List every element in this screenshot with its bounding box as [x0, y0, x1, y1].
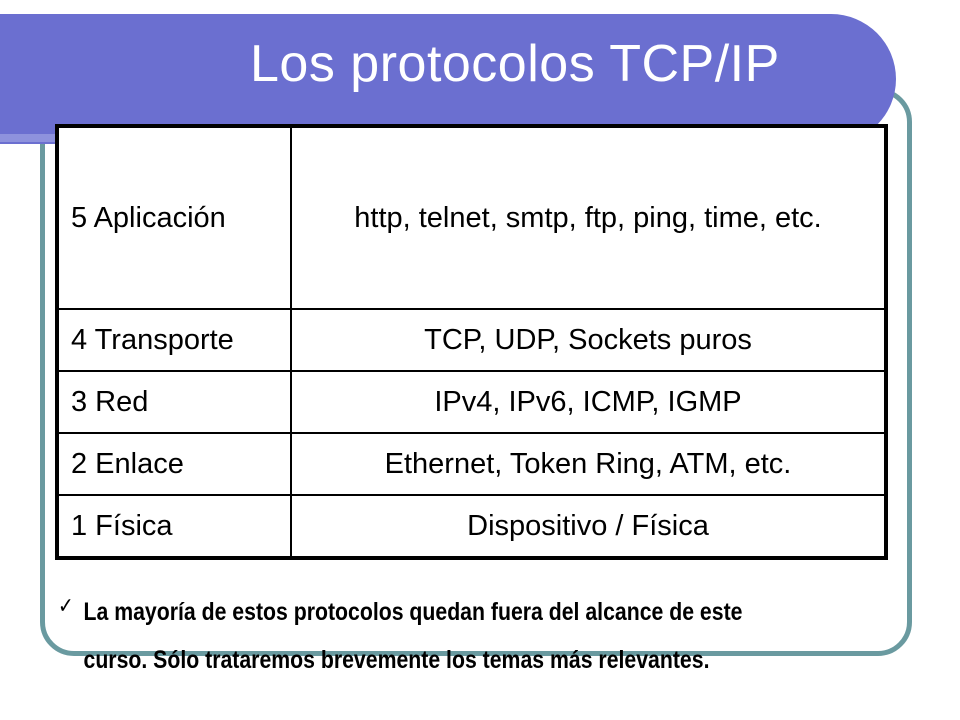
note-line-2: curso. Sólo trataremos brevemente los temas más relevantes.	[83, 646, 710, 674]
layer-protocols-cell: TCP, UDP, Sockets puros	[291, 309, 886, 371]
layer-name-cell: 1 Física	[57, 495, 291, 558]
layer-protocols-cell: Dispositivo / Física	[291, 495, 886, 558]
layer-name-cell: 2 Enlace	[57, 433, 291, 495]
table-row	[57, 433, 886, 495]
check-icon: ✓	[58, 593, 74, 618]
layer-name-cell: 5 Aplicación	[57, 126, 291, 309]
note-line-1: La mayoría de estos protocolos quedan fuera del alcance de este	[83, 598, 743, 626]
layer-protocols-cell: IPv4, IPv6, ICMP, IGMP	[291, 371, 886, 433]
protocol-layers-table	[55, 124, 888, 560]
layer-name-cell: 3 Red	[57, 371, 291, 433]
layer-protocols-cell: http, telnet, smtp, ftp, ping, time, etc.	[291, 126, 886, 309]
slide-title: Los protocolos TCP/IP	[250, 35, 780, 93]
table-row	[57, 371, 886, 433]
table-row	[57, 126, 886, 309]
note-text	[58, 588, 789, 684]
table-row	[57, 495, 886, 558]
layer-name-cell: 4 Transporte	[57, 309, 291, 371]
table-row	[57, 309, 886, 371]
layer-protocols-cell: Ethernet, Token Ring, ATM, etc.	[291, 433, 886, 495]
